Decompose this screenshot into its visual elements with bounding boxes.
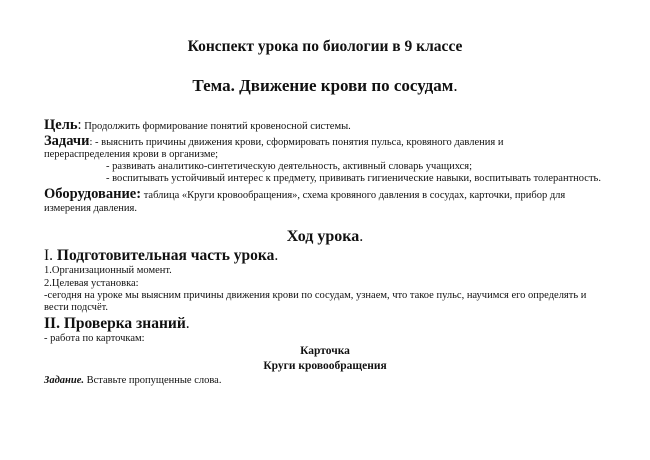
goal-text: Продолжить формирование понятий кровеносной системы. (81, 121, 351, 132)
section1-item-3-line-2: вести подсчёт. (44, 302, 109, 313)
equipment-text-1: таблица «Круги кровообращения», схема кровяного давления в сосудах, карточки, прибор для (141, 190, 566, 201)
topic-period: . (453, 76, 458, 95)
section1-item-1: 1.Организационный момент. (44, 265, 172, 276)
section1-period: . (274, 247, 279, 264)
goal-colon: : (77, 117, 82, 133)
lesson-topic (0, 76, 650, 96)
topic-text: Тема. Движение крови по сосудам (192, 76, 454, 95)
tasks-line-2: перераспределения крови в организме; (44, 149, 219, 160)
lesson-progress-period: . (359, 228, 364, 245)
card-heading: Карточка (300, 345, 350, 357)
section1-item-3-line-1: -сегодня на уроке мы выясним причины движения крови по сосудам, узнаем, что такое пульс, научимся его определять и (44, 290, 587, 301)
section2-item-1: - работа по карточкам: (44, 333, 145, 344)
section1-item-2: 2.Целевая установка: (44, 278, 139, 289)
tasks-line-1 (44, 132, 503, 150)
tasks-line-4: - воспитывать устойчивый интерес к предмету, прививать гигиенические навыки, воспитывать толерантность. (106, 173, 601, 184)
equipment-line-2: измерения давления. (44, 203, 137, 214)
card-task-text: Вставьте пропущенные слова. (84, 375, 222, 386)
section1-title: Подготовительная часть урока (53, 247, 275, 264)
section1-roman: I. (44, 247, 54, 264)
tasks-line-3: - развивать аналитико-синтетическую деятельность, активный словарь учащихся; (106, 161, 473, 172)
equipment-label: Оборудование: (44, 186, 142, 202)
card-task-line (44, 375, 221, 386)
section2-period: . (185, 315, 190, 332)
section2-heading (44, 315, 190, 333)
card-task-label: Задание. (44, 375, 85, 386)
equipment-line-1 (44, 185, 565, 203)
card-subheading: Круги кровообращения (263, 360, 387, 372)
tasks-text-1: : - выяснить причины движения крови, сформировать понятия пульса, кровяного давления и (89, 137, 504, 148)
goal-label: Цель (44, 117, 78, 133)
section2-title: II. Проверка знаний (44, 315, 186, 332)
tasks-label: Задачи (44, 133, 90, 149)
lesson-progress-heading (0, 228, 650, 246)
section1-heading (44, 247, 278, 265)
document-title: Конспект урока по биологии в 9 классе (187, 38, 463, 55)
lesson-progress-text: Ход урока (286, 228, 360, 245)
